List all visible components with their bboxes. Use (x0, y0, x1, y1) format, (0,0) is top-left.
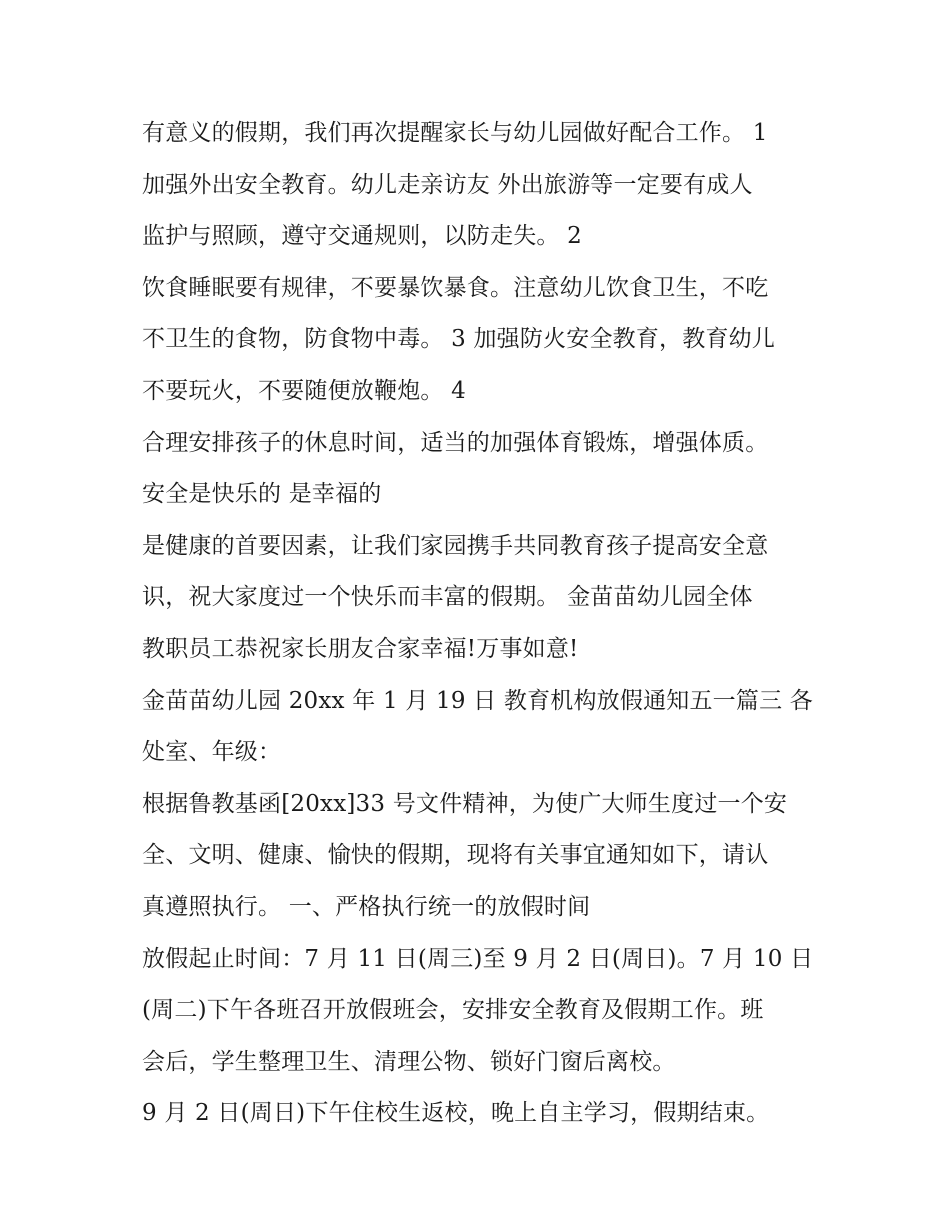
text-line: 放假起止时间：7 月 11 日(周三)至 9 月 2 日(周日)。7 月 10 日 (142, 945, 814, 972)
text-line: 饮食睡眠要有规律，不要暴饮暴食。注意幼儿饮食卫生，不吃 (142, 274, 769, 301)
text-line: 真遵照执行。 一、严格执行统一的放假时间 (142, 893, 591, 920)
text-line: 根据鲁教基函[20xx]33 号文件精神，为使广大师生度过一个安 (142, 790, 788, 817)
text-line: 教职员工恭祝家长朋友合家幸福!万事如意! (142, 635, 579, 662)
text-line: 处室、年级： (142, 739, 282, 766)
text-line: 识，祝大家度过一个快乐而丰富的假期。 金苗苗幼儿园全体 (142, 584, 753, 611)
text-line: 不要玩火，不要随便放鞭炮。 4 (142, 377, 466, 404)
text-line: 监护与照顾，遵守交通规则，以防走失。 2 (142, 223, 582, 250)
text-line: 不卫生的食物，防食物中毒。 3 加强防火安全教育，教育幼儿 (142, 326, 776, 353)
text-line: 安全是快乐的 是幸福的 (142, 481, 382, 508)
text-line: 合理安排孩子的休息时间，适当的加强体育锻炼，增强体质。 (142, 429, 769, 456)
text-line: (周二)下午各班召开放假班会，安排安全教育及假期工作。班 (142, 997, 764, 1024)
document-body (142, 108, 832, 1140)
text-line: 金苗苗幼儿园 20xx 年 1 月 19 日 教育机构放假通知五一篇三 各 (142, 687, 813, 714)
text-line: 加强外出安全教育。幼儿走亲访友 外出旅游等一定要有成人 (142, 171, 753, 198)
text-line: 是健康的首要因素，让我们家园携手共同教育孩子提高安全意 (142, 532, 769, 559)
text-line: 会后，学生整理卫生、清理公物、锁好门窗后离校。 (142, 1048, 676, 1075)
text-line: 全、文明、健康、愉快的假期，现将有关事宜通知如下，请认 (142, 842, 769, 869)
text-line: 有意义的假期，我们再次提醒家长与幼儿园做好配合工作。 1 (142, 120, 768, 146)
text-line: 9 月 2 日(周日)下午住校生返校，晚上自主学习，假期结束。 (142, 1100, 770, 1127)
